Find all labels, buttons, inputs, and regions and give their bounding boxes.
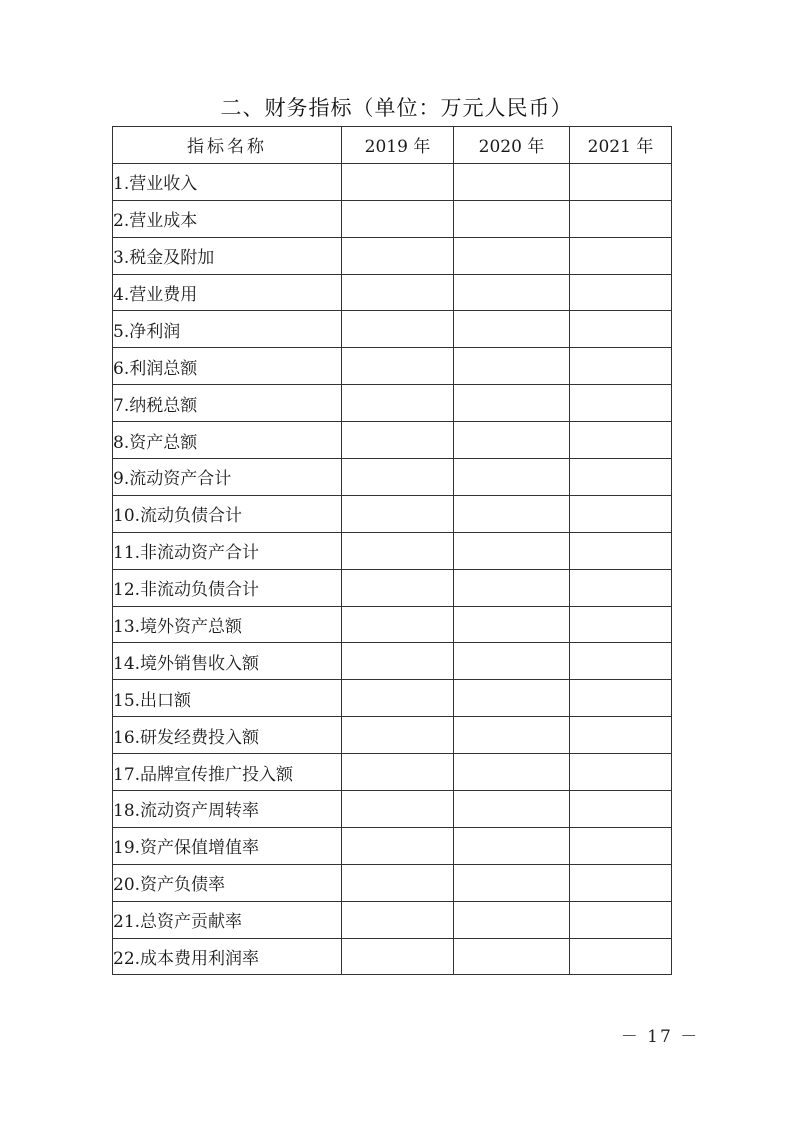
value-cell-2019[interactable] (342, 348, 454, 385)
table-row (113, 569, 672, 606)
value-cell-2019[interactable] (342, 385, 454, 422)
value-cell-2019[interactable] (342, 864, 454, 901)
value-cell-2020[interactable] (454, 754, 570, 791)
indicator-label: 14.境外销售收入额 (113, 643, 342, 680)
table-row (113, 680, 672, 717)
table-row (113, 237, 672, 274)
table-row (113, 791, 672, 828)
table-row (113, 311, 672, 348)
table-row (113, 385, 672, 422)
indicator-label: 2.营业成本 (113, 200, 342, 237)
table-row (113, 459, 672, 496)
indicator-label: 19.资产保值增值率 (113, 827, 342, 864)
value-cell-2021[interactable] (570, 348, 672, 385)
indicator-label: 21.总资产贡献率 (113, 901, 342, 938)
indicator-label: 15.出口额 (113, 680, 342, 717)
table-row (113, 532, 672, 569)
value-cell-2019[interactable] (342, 459, 454, 496)
value-cell-2020[interactable] (454, 163, 570, 200)
value-cell-2021[interactable] (570, 643, 672, 680)
value-cell-2019[interactable] (342, 791, 454, 828)
value-cell-2019[interactable] (342, 311, 454, 348)
value-cell-2021[interactable] (570, 827, 672, 864)
value-cell-2021[interactable] (570, 717, 672, 754)
value-cell-2021[interactable] (570, 200, 672, 237)
table-body (113, 163, 672, 975)
value-cell-2019[interactable] (342, 680, 454, 717)
page-number: － 17 － (620, 1027, 700, 1047)
table-row (113, 606, 672, 643)
value-cell-2021[interactable] (570, 422, 672, 459)
value-cell-2019[interactable] (342, 754, 454, 791)
value-cell-2020[interactable] (454, 532, 570, 569)
value-cell-2019[interactable] (342, 938, 454, 975)
value-cell-2019[interactable] (342, 717, 454, 754)
value-cell-2019[interactable] (342, 163, 454, 200)
value-cell-2020[interactable] (454, 569, 570, 606)
value-cell-2021[interactable] (570, 864, 672, 901)
value-cell-2020[interactable] (454, 643, 570, 680)
value-cell-2020[interactable] (454, 311, 570, 348)
value-cell-2019[interactable] (342, 422, 454, 459)
value-cell-2021[interactable] (570, 532, 672, 569)
indicator-label: 12.非流动负债合计 (113, 569, 342, 606)
table-row (113, 163, 672, 200)
value-cell-2021[interactable] (570, 938, 672, 975)
table-row (113, 754, 672, 791)
value-cell-2020[interactable] (454, 901, 570, 938)
value-cell-2020[interactable] (454, 864, 570, 901)
value-cell-2021[interactable] (570, 495, 672, 532)
value-cell-2021[interactable] (570, 163, 672, 200)
value-cell-2020[interactable] (454, 827, 570, 864)
indicator-label: 10.流动负债合计 (113, 495, 342, 532)
value-cell-2020[interactable] (454, 348, 570, 385)
value-cell-2021[interactable] (570, 385, 672, 422)
value-cell-2019[interactable] (342, 200, 454, 237)
value-cell-2020[interactable] (454, 791, 570, 828)
indicator-label: 8.资产总额 (113, 422, 342, 459)
table-row (113, 495, 672, 532)
value-cell-2021[interactable] (570, 901, 672, 938)
value-cell-2020[interactable] (454, 459, 570, 496)
indicator-label: 22.成本费用利润率 (113, 938, 342, 975)
value-cell-2020[interactable] (454, 274, 570, 311)
value-cell-2021[interactable] (570, 274, 672, 311)
table-row (113, 348, 672, 385)
indicator-label: 1.营业收入 (113, 163, 342, 200)
value-cell-2020[interactable] (454, 422, 570, 459)
table-row (113, 827, 672, 864)
value-cell-2019[interactable] (342, 901, 454, 938)
value-cell-2019[interactable] (342, 827, 454, 864)
value-cell-2019[interactable] (342, 643, 454, 680)
value-cell-2021[interactable] (570, 791, 672, 828)
indicator-label: 3.税金及附加 (113, 237, 342, 274)
value-cell-2020[interactable] (454, 200, 570, 237)
table-row (113, 901, 672, 938)
table-row (113, 864, 672, 901)
value-cell-2021[interactable] (570, 237, 672, 274)
value-cell-2019[interactable] (342, 606, 454, 643)
value-cell-2020[interactable] (454, 680, 570, 717)
value-cell-2021[interactable] (570, 311, 672, 348)
indicator-label: 9.流动资产合计 (113, 459, 342, 496)
value-cell-2019[interactable] (342, 274, 454, 311)
financial-indicators-table (112, 126, 672, 975)
indicator-label: 5.净利润 (113, 311, 342, 348)
value-cell-2019[interactable] (342, 569, 454, 606)
value-cell-2020[interactable] (454, 385, 570, 422)
value-cell-2021[interactable] (570, 606, 672, 643)
value-cell-2020[interactable] (454, 237, 570, 274)
header-year-2020: 2020 年 (454, 127, 570, 164)
header-year-2019: 2019 年 (342, 127, 454, 164)
indicator-label: 20.资产负债率 (113, 864, 342, 901)
indicator-label: 7.纳税总额 (113, 385, 342, 422)
value-cell-2021[interactable] (570, 459, 672, 496)
value-cell-2020[interactable] (454, 495, 570, 532)
value-cell-2019[interactable] (342, 237, 454, 274)
table-row (113, 938, 672, 975)
indicator-label: 18.流动资产周转率 (113, 791, 342, 828)
table-row (113, 717, 672, 754)
indicator-label: 4.营业费用 (113, 274, 342, 311)
value-cell-2021[interactable] (570, 680, 672, 717)
indicator-label: 13.境外资产总额 (113, 606, 342, 643)
table-header-row (113, 127, 672, 164)
page-title: 二、财务指标（单位：万元人民币） (220, 96, 573, 120)
value-cell-2021[interactable] (570, 569, 672, 606)
value-cell-2019[interactable] (342, 495, 454, 532)
table-row (113, 643, 672, 680)
value-cell-2020[interactable] (454, 938, 570, 975)
value-cell-2019[interactable] (342, 532, 454, 569)
value-cell-2020[interactable] (454, 606, 570, 643)
table-row (113, 200, 672, 237)
value-cell-2021[interactable] (570, 754, 672, 791)
header-year-2021: 2021 年 (570, 127, 672, 164)
indicator-label: 16.研发经费投入额 (113, 717, 342, 754)
indicator-label: 6.利润总额 (113, 348, 342, 385)
indicator-label: 11.非流动资产合计 (113, 532, 342, 569)
table-row (113, 274, 672, 311)
indicator-label: 17.品牌宣传推广投入额 (113, 754, 342, 791)
table-row (113, 422, 672, 459)
header-indicator-name: 指标名称 (113, 127, 342, 164)
value-cell-2020[interactable] (454, 717, 570, 754)
